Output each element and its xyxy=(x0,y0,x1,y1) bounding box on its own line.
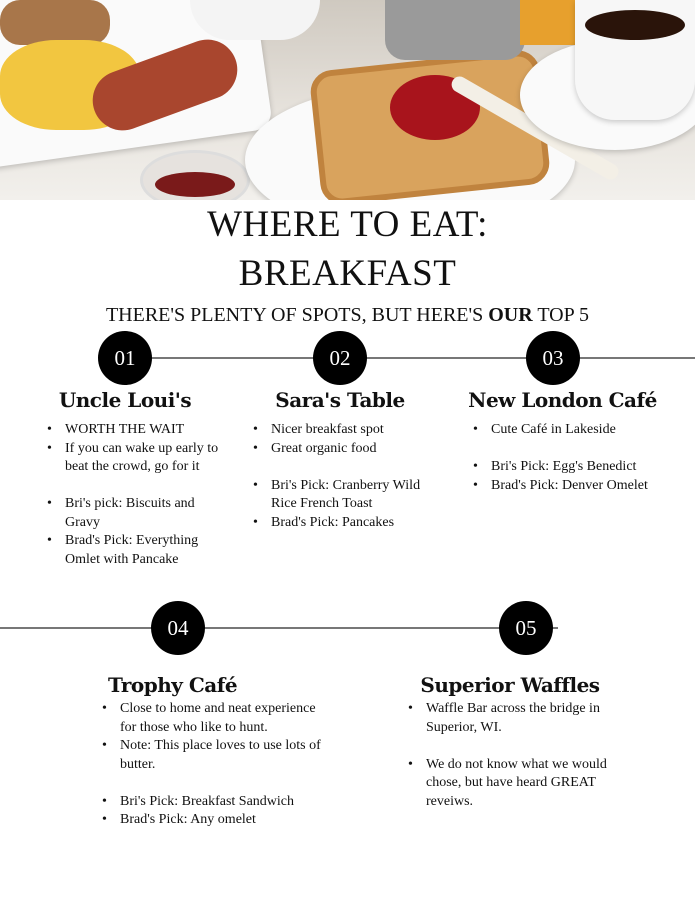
list-item: • Brad's Pick: Denver Omelet xyxy=(471,477,651,496)
list-item: • WORTH THE WAIT xyxy=(45,421,220,440)
list-item: • Close to home and neat experience for those who like to hunt. xyxy=(100,700,325,737)
timeline-divider-bottom xyxy=(0,627,558,629)
spot-number-badge: 04 xyxy=(151,601,205,655)
subtitle-text: THERE'S PLENTY OF SPOTS, BUT HERE'S xyxy=(105,304,489,326)
spot-name: New London Café xyxy=(468,388,657,412)
spot-notes xyxy=(251,421,441,532)
spot-notes xyxy=(45,421,220,569)
notes-group xyxy=(251,477,441,533)
list-item: • Brad's Pick: Any omelet xyxy=(100,811,325,830)
spot-number-badge: 03 xyxy=(526,331,580,385)
list-item: • Note: This place loves to use lots of butter. xyxy=(100,737,325,774)
notes-group xyxy=(471,458,651,495)
list-item: • Brad's Pick: Pancakes xyxy=(251,514,441,533)
spot-notes xyxy=(100,700,325,830)
page-title-line1: WHERE TO EAT: xyxy=(207,204,488,245)
spot-notes xyxy=(471,421,651,495)
spot-number-badge: 05 xyxy=(499,601,553,655)
list-item: • We do not know what we would chose, but have heard GREAT reveiws. xyxy=(406,756,631,812)
notes-group xyxy=(100,793,325,830)
spot-notes xyxy=(406,700,631,811)
list-item: • Bri's pick: Biscuits and Gravy xyxy=(45,495,220,532)
spot-name: Sara's Table xyxy=(275,388,405,412)
notes-group xyxy=(100,700,325,774)
subtitle xyxy=(0,304,695,327)
page-title-line2: BREAKFAST xyxy=(238,253,457,294)
spot-number-badge: 01 xyxy=(98,331,152,385)
list-item: • Waffle Bar across the bridge in Superior, WI. xyxy=(406,700,631,737)
list-item: • If you can wake up early to beat the crowd, go for it xyxy=(45,440,220,477)
notes-group xyxy=(251,421,441,458)
spot-number-badge: 02 xyxy=(313,331,367,385)
notes-group xyxy=(406,700,631,737)
subtitle-text-end: TOP 5 xyxy=(532,304,590,326)
spot-name: Uncle Loui's xyxy=(58,388,192,412)
list-item: • Brad's Pick: Everything Omlet with Pancake xyxy=(45,532,220,569)
spot-name: Superior Waffles xyxy=(420,673,600,697)
list-item: • Bri's Pick: Breakfast Sandwich xyxy=(100,793,325,812)
breakfast-hero-image xyxy=(0,0,695,200)
subtitle-emphasis: OUR xyxy=(488,304,533,326)
notes-group xyxy=(45,495,220,569)
list-item: • Nicer breakfast spot xyxy=(251,421,441,440)
list-item: • Cute Café in Lakeside xyxy=(471,421,651,440)
timeline-divider-top xyxy=(125,357,695,359)
list-item: • Bri's Pick: Cranberry Wild Rice French Toast xyxy=(251,477,441,514)
spot-name: Trophy Café xyxy=(107,673,238,697)
notes-group xyxy=(471,421,651,440)
list-item: • Great organic food xyxy=(251,440,441,459)
notes-group xyxy=(406,756,631,812)
notes-group xyxy=(45,421,220,477)
list-item: • Bri's Pick: Egg's Benedict xyxy=(471,458,651,477)
